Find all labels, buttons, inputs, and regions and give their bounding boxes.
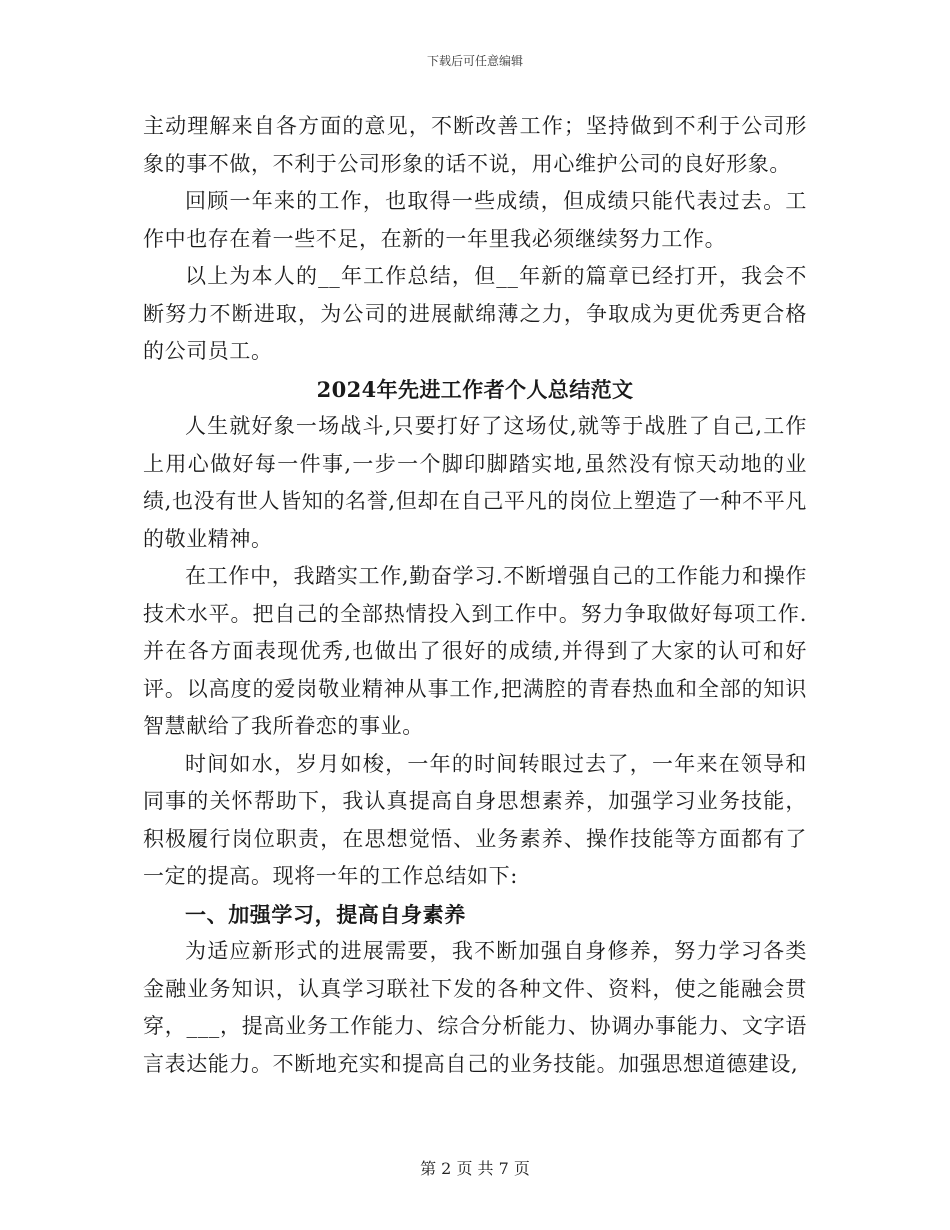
- paragraph-continuation: 主动理解来自各方面的意见，不断改善工作；坚持做到不利于公司形象的事不做，不利于公司形象的话不说，用心维护公司的良好形象。: [143, 114, 807, 176]
- paragraph-time: 时间如水，岁月如梭，一年的时间转眼过去了，一年来在领导和同事的关怀帮助下，我认真提高自身思想素养，加强学习业务技能，积极履行岗位职责，在思想觉悟、业务素养、操作技能等方面都有了一定的提高。现将一年的工作总结如下:: [143, 751, 807, 888]
- section-heading-study: 一、加强学习，提高自身素养: [185, 901, 466, 927]
- paragraph-work: 在工作中，我踏实工作,勤奋学习.不断增强自己的工作能力和操作技术水平。把自己的全部热情投入到工作中。努力争取做好每项工作.并在各方面表现优秀,也做出了很好的成绩,并得到了大家的认可和好评。以高度的爱岗敬业精神从事工作,把满腔的青春热血和全部的知识智慧献给了我所眷恋的事业。: [143, 564, 807, 738]
- paragraph-closing: 以上为本人的__年工作总结，但__年新的篇章已经打开，我会不断努力不断进取，为公司的进展献绵薄之力，争取成为更优秀更合格的公司员工。: [143, 264, 807, 363]
- page-number: 第 2 页 共 7 页: [420, 1159, 530, 1178]
- paragraph-review: 回顾一年来的工作，也取得一些成绩，但成绩只能代表过去。工作中也存在着一些不足，在新的一年里我必须继续努力工作。: [143, 189, 807, 251]
- paragraph-study: 为适应新形式的进展需要，我不断加强自身修养，努力学习各类金融业务知识，认真学习联社下发的各种文件、资料，使之能融会贯穿，___，提高业务工作能力、综合分析能力、协调办事能力、文字语言表达能力。不断地充实和提高自己的业务技能。加强思想道德建设,: [143, 939, 807, 1076]
- document-title: 2024年先进工作者个人总结范文: [316, 376, 634, 402]
- download-note: 下载后可任意编辑: [426, 54, 523, 68]
- document-body: [143, 108, 807, 1083]
- paragraph-life: 人生就好象一场战斗,只要打好了这场仗,就等于战胜了自己,工作上用心做好每一件事,一步一个脚印脚踏实地,虽然没有惊天动地的业绩,也没有世人皆知的名誉,但却在自己平凡的岗位上塑造了一种不平凡的敬业精神。: [143, 414, 807, 551]
